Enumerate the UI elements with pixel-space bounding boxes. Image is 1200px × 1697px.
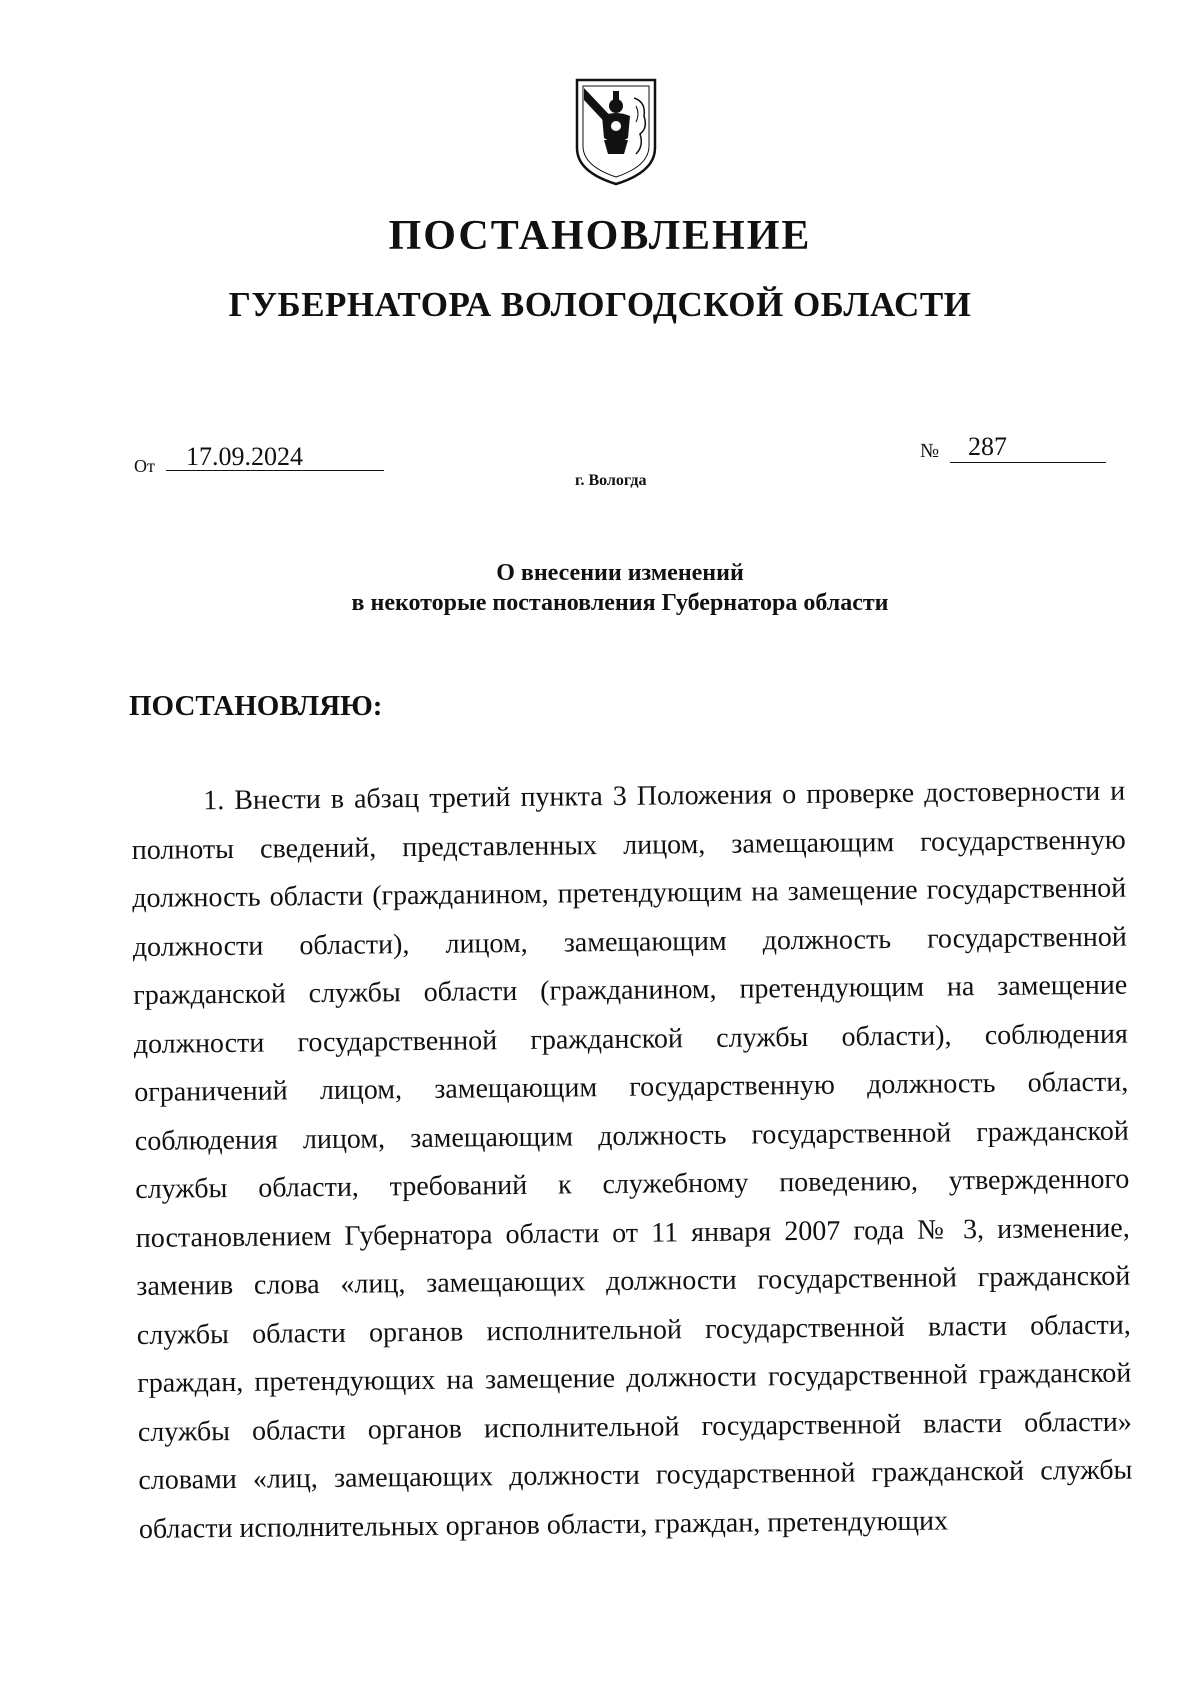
subject-line-1: О внесении изменений (496, 560, 744, 586)
subject-line-2: в некоторые постановления Губернатора области (351, 590, 889, 616)
decree-heading: ПОСТАНОВЛЯЮ: (129, 690, 383, 722)
number-underline (950, 462, 1106, 463)
coat-of-arms-icon (574, 76, 658, 188)
document-number: 287 (968, 432, 1007, 461)
date-prefix: От (134, 456, 155, 476)
document-issuer: ГУБЕРНАТОРА ВОЛОГОДСКОЙ ОБЛАСТИ (228, 285, 972, 324)
document-date: 17.09.2024 (186, 442, 303, 471)
date-underline (166, 470, 384, 471)
document-city: г. Вологда (575, 472, 647, 489)
document-body (131, 768, 1133, 1554)
document-title: ПОСТАНОВЛЕНИЕ (388, 213, 812, 259)
body-paragraph: 1. Внести в абзац третий пункта 3 Положения о проверке достоверности и полноты сведений, представленных лицом, замещающим государственную должность области (гражданином, претендующим на замещение государственной должности области), лицом, замещающим должность государственной гражданской службы области (гражданином, претендующим на замещение должности государственной гражданской службы области), соблюдения ограничений лицом, замещающим государственную должность области, соблюдения лицом, замещающим должность государственной гражданской службы области, требований к служебному поведению, утвержденного постановлением Губернатора области от 11 января 2007 года № 3, изменение, заменив слова «лиц, замещающих должности государственной гражданской службы области органов исполнительной государственной власти области, граждан, претендующих на замещение должности государственной гражданской службы области органов исполнительной государственной власти области» словами «лиц, замещающих должности государственной гражданской службы области исполнительных органов области, граждан, претендующих (131, 775, 1133, 1545)
number-prefix: № (920, 440, 940, 462)
